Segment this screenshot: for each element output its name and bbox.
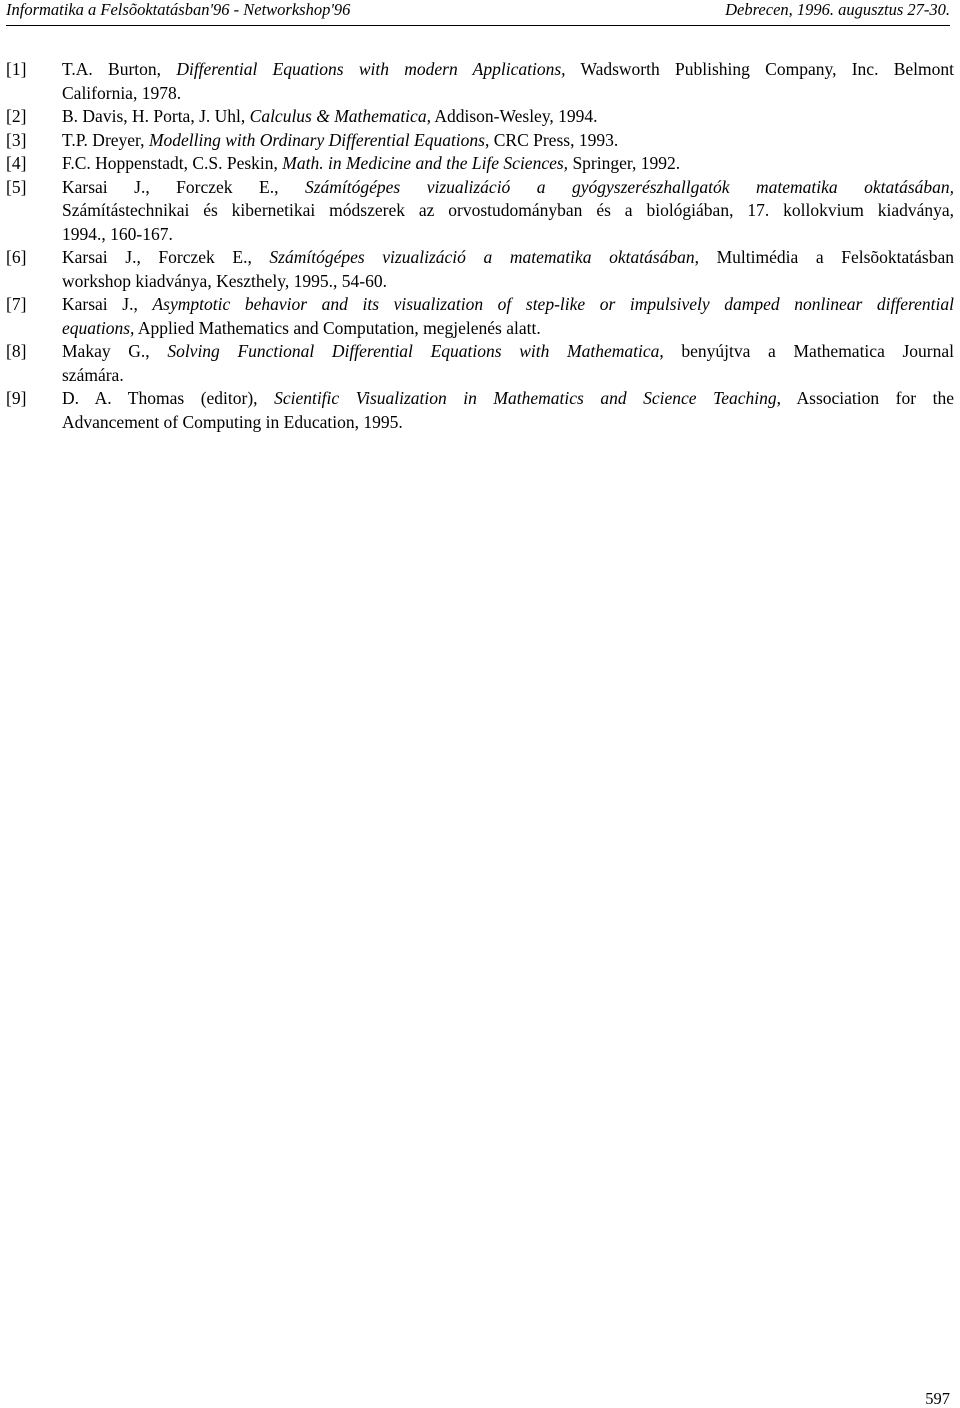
reference-item-6: [6, 246, 954, 293]
reference-item-2: [6, 105, 954, 129]
running-header: [6, 0, 950, 26]
reference-title: equations,: [62, 317, 135, 338]
reference-number: [2]: [6, 106, 27, 126]
reference-authors: Karsai J., Forczek E.,: [62, 247, 270, 267]
reference-title: Differential Equations with modern Applications,: [176, 59, 566, 79]
reference-title: Scientific Visualization in Mathematics and Science Teaching: [274, 388, 777, 408]
reference-title: Asymptotic behavior and its visualization of step-like or impulsively damped nonlinear differential: [152, 294, 955, 314]
reference-line: számára.: [62, 364, 124, 385]
reference-publisher: Wadsworth Publishing Company, Inc. Belmont: [565, 59, 954, 79]
reference-publisher: , CRC Press, 1993.: [484, 129, 619, 150]
reference-number: [7]: [6, 294, 27, 314]
reference-line: [62, 317, 954, 341]
reference-publisher: , Multimédia a Felsõoktatásban: [694, 247, 954, 267]
reference-item-5: [6, 176, 954, 247]
reference-publisher: , Association for the: [776, 388, 954, 408]
reference-authors: Karsai J.,: [62, 294, 153, 314]
reference-number: [1]: [6, 59, 27, 79]
reference-publisher: Addison-Wesley, 1994.: [430, 106, 598, 126]
reference-number: [6]: [6, 247, 27, 267]
reference-item-7: [6, 293, 954, 340]
reference-line: 1994., 160-167.: [62, 223, 173, 244]
header-rule: [6, 25, 950, 26]
reference-publisher: , benyújtva a Mathematica Journal: [659, 341, 955, 361]
reference-number: [4]: [6, 153, 27, 173]
reference-item-4: [6, 152, 954, 176]
reference-title: Calculus & Mathematica,: [249, 106, 431, 126]
reference-publisher: Springer, 1992.: [568, 153, 681, 173]
reference-number: [9]: [6, 388, 27, 408]
reference-publisher: Applied Mathematics and Computation, megjelenés alatt.: [134, 317, 541, 338]
reference-authors: F.C. Hoppenstadt, C.S. Peskin,: [62, 153, 283, 173]
reference-line: [62, 58, 954, 82]
reference-list: [6, 58, 954, 434]
reference-authors: Makay G.,: [62, 341, 168, 361]
reference-number: [8]: [6, 341, 27, 361]
reference-line: California, 1978.: [62, 82, 182, 103]
reference-number: [3]: [6, 129, 27, 150]
reference-line: [62, 293, 954, 317]
reference-authors: Karsai J., Forczek E.,: [62, 176, 305, 197]
reference-line: [62, 246, 954, 270]
reference-line: Advancement of Computing in Education, 1995.: [62, 411, 403, 432]
reference-line: [62, 387, 954, 411]
reference-line: [62, 176, 954, 200]
reference-authors: D. A. Thomas (editor),: [62, 388, 275, 408]
page-number: 597: [925, 1389, 950, 1408]
reference-line: Számítástechnikai és kibernetikai módszerek az orvostudományban és a biológiában, 17. kollokvium kiadványa,: [62, 200, 954, 220]
reference-title: Számítógépes vizualizáció a matematika oktatásában: [269, 247, 695, 267]
reference-item-8: [6, 340, 954, 387]
header-date-location: Debrecen, 1996. augusztus 27-30.: [725, 0, 950, 19]
reference-item-9: [6, 387, 954, 434]
reference-authors: T.A. Burton,: [62, 59, 177, 79]
reference-number: [5]: [6, 176, 27, 197]
reference-title: Math. in Medicine and the Life Sciences,: [282, 153, 569, 173]
reference-title: Modelling with Ordinary Differential Equations: [148, 129, 485, 150]
header-title: Informatika a Felsõoktatásban'96 - Networkshop'96: [6, 0, 351, 19]
reference-item-1: [6, 58, 954, 105]
reference-line: workshop kiadványa, Keszthely, 1995., 54-60.: [62, 270, 387, 291]
reference-line: [62, 340, 954, 364]
reference-title: Számítógépes vizualizáció a gyógyszerészhallgatók matematika oktatásában,: [304, 176, 955, 197]
reference-authors: B. Davis, H. Porta, J. Uhl,: [62, 106, 250, 126]
reference-authors: T.P. Dreyer,: [62, 129, 149, 150]
reference-title: Solving Functional Differential Equations with Mathematica: [167, 341, 660, 361]
reference-item-3: [6, 129, 954, 153]
